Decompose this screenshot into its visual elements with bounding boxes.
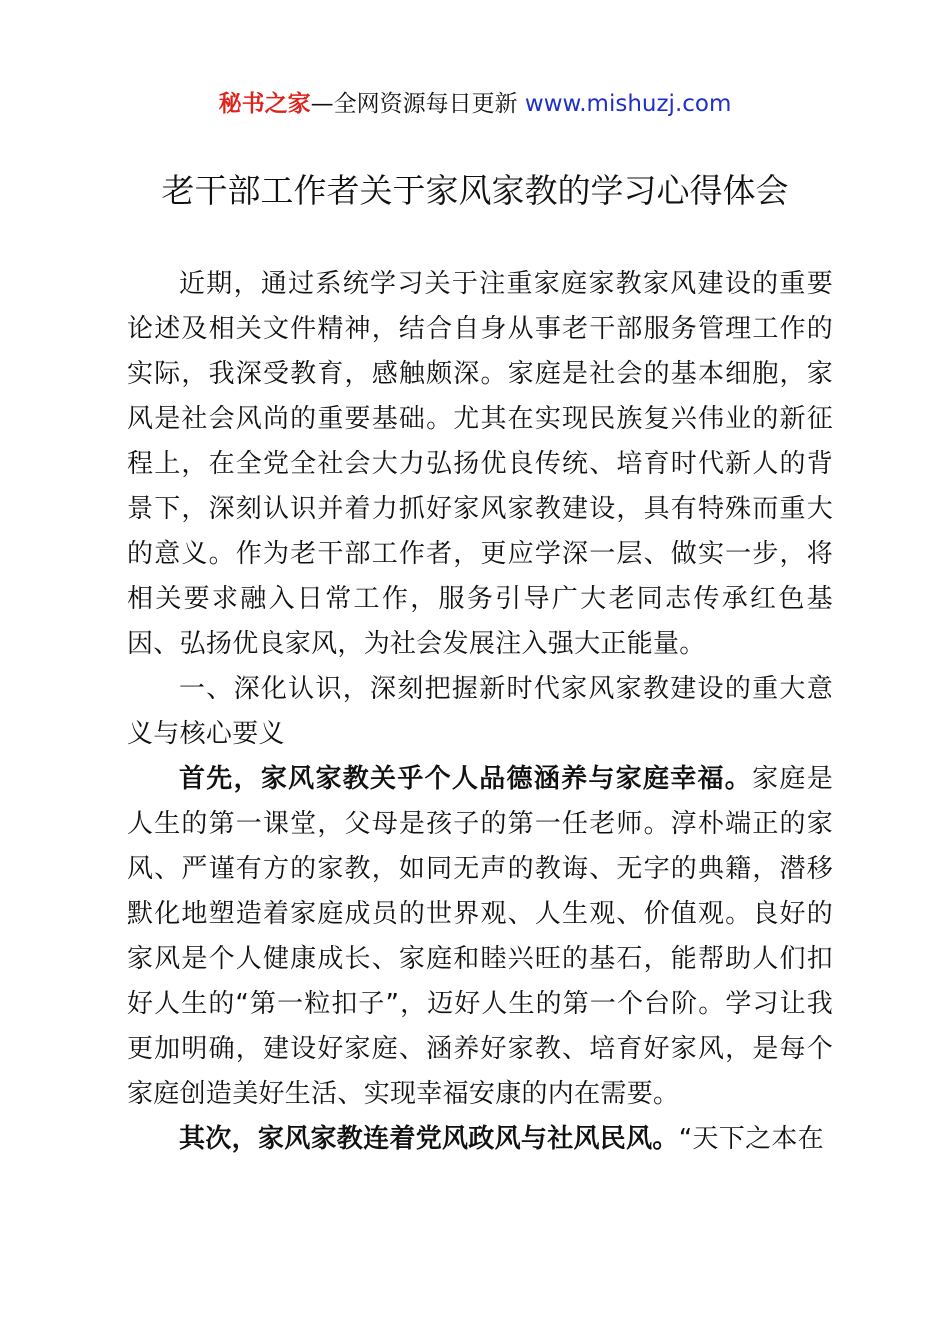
site-header [0,88,950,120]
document-title: 老干部工作者关于家风家教的学习心得体会 [161,171,789,210]
paragraph-text: 一、深化认识，深刻把握新时代家风家教建设的重大意义与核心要义 [127,674,833,749]
paragraph-text: 家庭是人生的第一课堂，父母是孩子的第一任老师。淳朴端正的家风、严谨有方的家教，如同无声的教诲、无字的典籍，潜移默化地塑造着家庭成员的世界观、人生观、价值观。良好的家风是个人健康成长、家庭和睦兴旺的基石，能帮助人们扣好人生的“第一粒扣子”，迈好人生的第一个台阶。学习让我更加明确，建设好家庭、涵养好家教、培育好家风，是每个家庭创造美好生活、实现幸福安康的内在需要。 [127,764,833,1109]
document-body [127,262,833,1162]
site-url-link[interactable]: www.mishuzj.com [524,91,732,117]
paragraph-intro [127,262,833,667]
site-brand: 秘书之家 [218,91,311,117]
paragraph-first-point [127,757,833,1117]
paragraph-text: “天下之本在 [678,1124,824,1154]
paragraph-lead: 其次，家风家教连着党风政风与社风民风。 [179,1124,679,1154]
paragraph-text: 近期，通过系统学习关于注重家庭家教家风建设的重要论述及相关文件精神，结合自身从事老干部服务管理工作的实际，我深受教育，感触颇深。家庭是社会的基本细胞，家风是社会风尚的重要基础。尤其在实现民族复兴伟业的新征程上，在全党全社会大力弘扬优良传统、培育时代新人的背景下，深刻认识并着力抓好家风家教建设，具有特殊而重大的意义。作为老干部工作者，更应学深一层、做实一步，将相关要求融入日常工作，服务引导广大老同志传承红色基因、弘扬优良家风，为社会发展注入强大正能量。 [127,269,833,659]
paragraph-second-point [127,1117,833,1162]
section-heading-1 [127,667,833,757]
paragraph-lead: 首先，家风家教关乎个人品德涵养与家庭幸福。 [179,764,753,794]
site-slogan: —全网资源每日更新 [310,91,525,117]
